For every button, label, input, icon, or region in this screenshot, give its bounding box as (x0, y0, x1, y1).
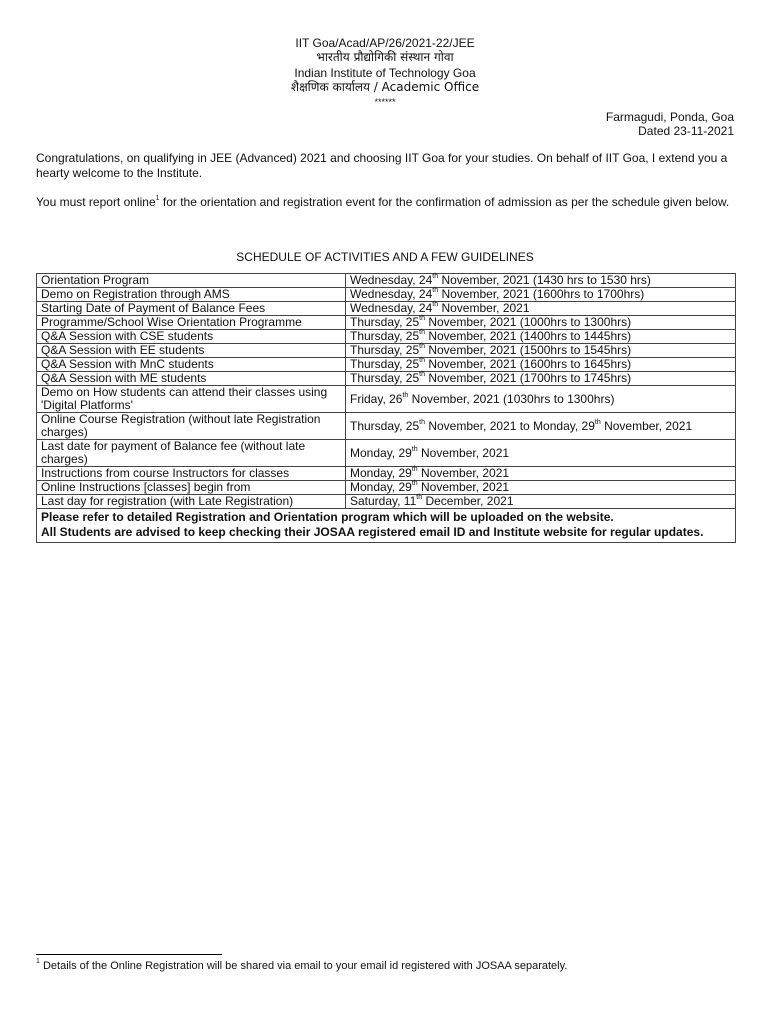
date-ordinal-suffix: th (411, 480, 418, 487)
note-line-1: Please refer to detailed Registration and Orientation program which will be uploaded on the website. (41, 510, 614, 524)
date-ordinal-suffix: th (402, 391, 409, 399)
date-text: Friday, 26 (350, 391, 403, 406)
date-text: November, 2021 (1600hrs to 1700hrs) (438, 287, 645, 301)
date-ordinal-suffix: th (432, 287, 439, 294)
institute-name-hindi: भारतीय प्रौद्योगिकी संस्थान गोवा (316, 50, 454, 64)
table-row (37, 288, 736, 302)
reporting-text-end: for the orientation and registration event for the confirmation of admission as per the schedule given below. (159, 195, 730, 209)
activity-cell: Online Instructions [classes] begin from (37, 481, 346, 495)
activity-cell: Instructions from course Instructors for classes (37, 467, 346, 481)
table-row (37, 481, 736, 495)
table-row (37, 358, 736, 372)
date-text: November, 2021 (1400hrs to 1445hrs) (425, 329, 632, 343)
table-row (37, 316, 736, 330)
date-ordinal-suffix: th (419, 315, 425, 322)
date-text: November, 2021 (1500hrs to 1545hrs) (425, 343, 632, 357)
date-text: Thursday, 25 (350, 371, 420, 385)
date-cell (346, 316, 736, 330)
table-note-row (37, 509, 736, 543)
date-text: November, 2021 (1030hrs to 1300hrs) (408, 391, 615, 406)
activity-cell: Starting Date of Payment of Balance Fees (37, 302, 346, 316)
date-text: November, 2021 (438, 301, 530, 315)
activity-cell: Online Course Registration (without late Registration charges) (37, 413, 346, 440)
date-text: November, 2021 (417, 466, 510, 480)
footnote-marker: 1 (36, 958, 40, 966)
table-row (37, 440, 736, 467)
footnote-ref: 1 (155, 195, 160, 202)
date-text: Wednesday, 24 (350, 301, 433, 315)
date-text: Monday, 29 (350, 480, 412, 494)
activity-cell: Q&A Session with MnC students (37, 358, 346, 372)
date-text: November, 2021 (417, 480, 510, 494)
table-row (37, 274, 736, 288)
date-text: November, 2021 (1700hrs to 1745hrs) (425, 371, 632, 385)
date-text: Saturday, 11 (350, 494, 417, 508)
activity-cell: Orientation Program (37, 274, 346, 288)
date-ordinal-suffix: th (432, 301, 439, 308)
schedule-heading: SCHEDULE OF ACTIVITIES AND A FEW GUIDELINES (236, 250, 534, 264)
activity-cell: Q&A Session with CSE students (37, 330, 346, 344)
date-text: Thursday, 25 (350, 343, 420, 357)
date-text: Thursday, 25 (350, 357, 420, 371)
address-place: Farmagudi, Ponda, Goa (605, 110, 734, 124)
date-cell (346, 440, 736, 467)
date-ordinal-suffix: th (419, 329, 425, 336)
date-ordinal-suffix: th (416, 494, 423, 501)
activity-cell: Last day for registration (with Late Registration) (37, 495, 346, 509)
office-name: शैक्षणिक कार्यालय / Academic Office (290, 80, 480, 94)
date-text: November, 2021 (417, 445, 510, 460)
date-ordinal-suffix: th (419, 357, 425, 364)
table-row (37, 302, 736, 316)
footnote (36, 960, 567, 973)
table-row (37, 467, 736, 481)
date-text: November, 2021 (600, 418, 693, 433)
footnote-rule (36, 954, 222, 955)
date-text: Thursday, 25 (350, 418, 420, 433)
table-row (37, 386, 736, 413)
note-line-2: All Students are advised to keep checking their JOSAA registered email ID and Institute website for regular updates. (41, 525, 704, 539)
date-text: November, 2021 to Monday, 29 (425, 418, 595, 433)
activity-cell: Programme/School Wise Orientation Programme (37, 316, 346, 330)
date-text: Monday, 29 (350, 466, 412, 480)
date-cell (346, 413, 736, 440)
activity-cell: Q&A Session with ME students (37, 372, 346, 386)
date-ordinal-suffix: th (419, 371, 425, 378)
welcome-paragraph: Congratulations, on qualifying in JEE (Advanced) 2021 and choosing IIT Goa for your studies. On behalf of IIT Goa, I extend you a hearty welcome to the Institute. (36, 151, 728, 180)
date-text: November, 2021 (1000hrs to 1300hrs) (425, 315, 632, 329)
date-ordinal-suffix: th (419, 418, 425, 426)
date-ordinal-suffix: th (419, 343, 425, 350)
date-text: December, 2021 (422, 494, 514, 508)
date-cell (346, 481, 736, 495)
date-text: Thursday, 25 (350, 329, 420, 343)
activity-cell: Demo on How students can attend their classes using 'Digital Platforms' (37, 386, 346, 413)
schedule-note (37, 509, 736, 543)
date-cell (346, 495, 736, 509)
date-cell (346, 467, 736, 481)
table-row (37, 344, 736, 358)
activity-cell: Last date for payment of Balance fee (without late charges) (37, 440, 346, 467)
activity-cell: Q&A Session with EE students (37, 344, 346, 358)
date-ordinal-suffix: th (432, 273, 439, 280)
date-text: November, 2021 (1600hrs to 1645hrs) (425, 357, 632, 371)
institute-name: Indian Institute of Technology Goa (294, 66, 476, 80)
date-cell (346, 358, 736, 372)
footnote-text: Details of the Online Registration will be shared via email to your email id registered with JOSAA separately. (39, 960, 568, 972)
date-ordinal-suffix: th (594, 418, 601, 426)
date-cell (346, 288, 736, 302)
date-cell (346, 372, 736, 386)
reporting-text-start: You must report online (36, 195, 156, 209)
date-cell (346, 330, 736, 344)
reporting-paragraph (36, 195, 736, 210)
activity-cell: Demo on Registration through AMS (37, 288, 346, 302)
date-cell (346, 386, 736, 413)
header-separator: ****** (374, 97, 396, 107)
date-cell (346, 274, 736, 288)
date-text: Thursday, 25 (350, 315, 420, 329)
table-row (37, 413, 736, 440)
date-text: Wednesday, 24 (350, 287, 433, 301)
date-cell (346, 344, 736, 358)
date-text: November, 2021 (1430 hrs to 1530 hrs) (438, 273, 651, 287)
date-ordinal-suffix: th (411, 445, 418, 453)
date-cell (346, 302, 736, 316)
date-ordinal-suffix: th (411, 466, 418, 473)
table-row (37, 372, 736, 386)
table-row (37, 330, 736, 344)
schedule-table (36, 273, 736, 543)
letter-date: Dated 23-11-2021 (638, 124, 734, 138)
date-text: Wednesday, 24 (350, 273, 433, 287)
date-text: Monday, 29 (350, 445, 412, 460)
table-row (37, 495, 736, 509)
reference-number: IIT Goa/Acad/AP/26/2021-22/JEE (295, 36, 475, 50)
